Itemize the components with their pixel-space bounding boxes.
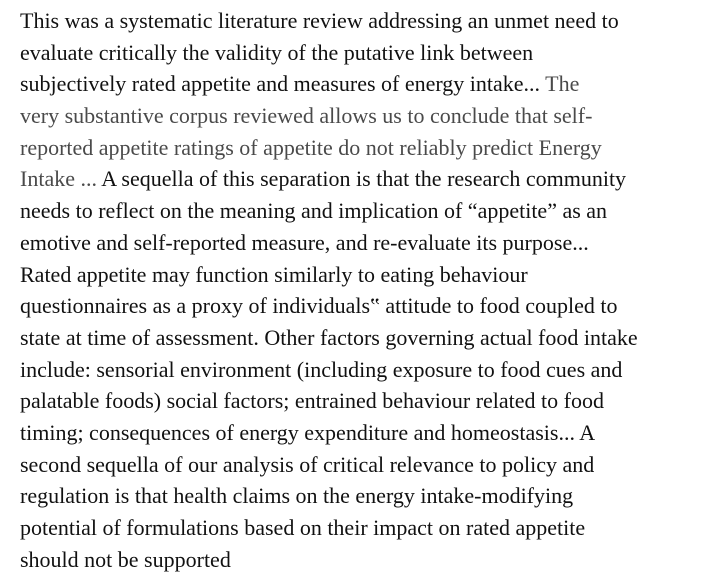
text-line-3	[20, 68, 710, 100]
text-line-14: timing; consequences of energy expenditure and homeostasis... A	[20, 419, 596, 445]
text-line-17: potential of formulations based on their impact on rated appetite	[20, 515, 586, 540]
text-line-13: palatable foods) social factors; entrained behaviour related to food	[20, 388, 604, 414]
text-line-16: regulation is that health claims on the energy intake-modifying	[20, 483, 574, 509]
text-line-7: needs to reflect on the meaning and implication of “appetite” as an	[20, 198, 608, 224]
quoted-paragraph	[20, 5, 710, 575]
text-line-10: questionnaires as a proxy of individuals‟ attitude to food coupled to	[20, 293, 618, 319]
text-line-15: second sequella of our analysis of critical relevance to policy and	[20, 451, 595, 477]
text-line-5: reported appetite ratings of appetite do not reliably predict Energy	[20, 134, 602, 160]
text-line-12: include: sensorial environment (including exposure to food cues and	[20, 356, 623, 382]
text-line-6	[20, 163, 710, 195]
text-line-3-part-a: subjectively rated appetite and measures of energy intake...	[20, 71, 541, 97]
text-line-6-part-a: Intake ...	[20, 166, 97, 192]
text-line-3-part-b: The	[540, 71, 580, 97]
text-line-4: very substantive corpus reviewed allows us to conclude that self-	[20, 103, 593, 129]
text-line-1: This was a systematic literature review addressing an unmet need to	[20, 8, 619, 33]
text-line-2: evaluate critically the validity of the putative link between	[20, 39, 534, 65]
text-line-18: should not be supported	[20, 546, 231, 572]
text-line-8: emotive and self-reported measure, and re-evaluate its purpose...	[20, 229, 589, 255]
text-line-6-part-b: A sequella of this separation is that the research community	[96, 166, 627, 192]
text-line-11: state at time of assessment. Other factors governing actual food intake	[20, 324, 638, 350]
text-line-9: Rated appetite may function similarly to eating behaviour	[20, 261, 528, 287]
